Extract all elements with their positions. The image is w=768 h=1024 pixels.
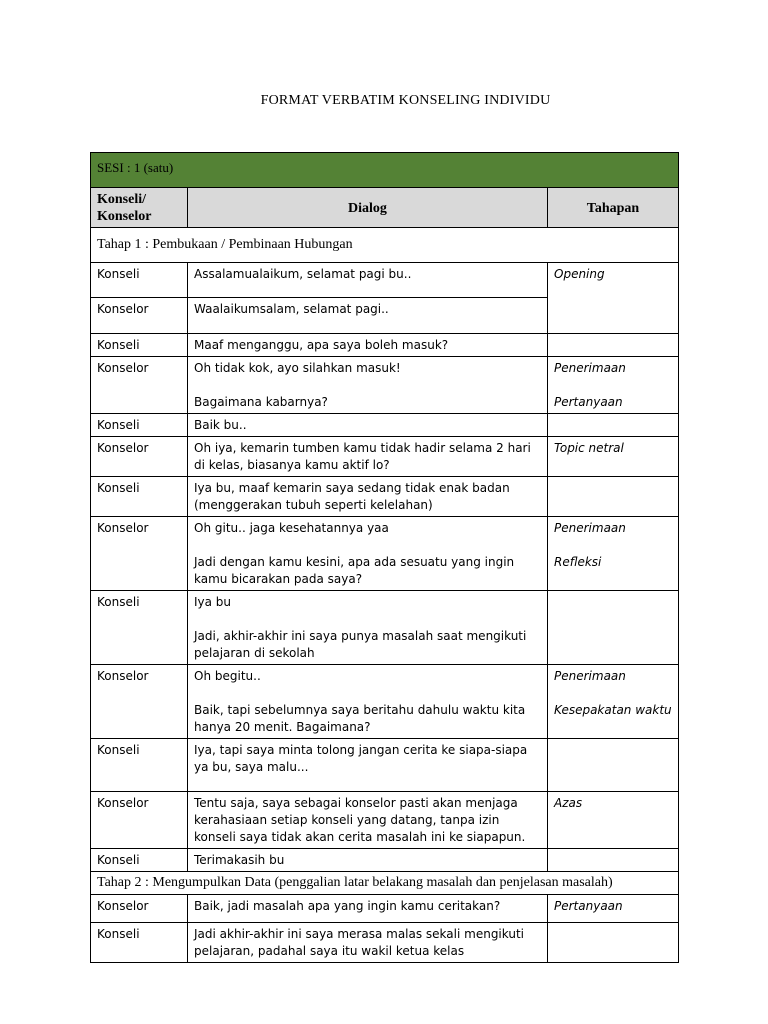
dialog-cell: [188, 517, 548, 591]
dialog-line: Iya bu, maaf kemarin saya sedang tidak enak badan (menggerakan tubuh seperti kelelahan): [194, 481, 510, 512]
phase-cell: Topic netral: [548, 437, 679, 477]
dialog-line: Waalaikumsalam, selamat pagi..: [194, 302, 389, 316]
phase-line: Refleksi: [554, 555, 602, 569]
speaker-cell: Konselor: [91, 298, 188, 334]
dialog-cell: [188, 591, 548, 665]
dialog-line: Jadi, akhir-akhir ini saya punya masalah saat mengikuti pelajaran di sekolah: [194, 629, 527, 660]
document-title: FORMAT VERBATIM KONSELING INDIVIDU: [260, 93, 551, 108]
speaker-cell: Konseli: [91, 414, 188, 437]
phase-line: Kesepakatan waktu: [554, 703, 672, 717]
speaker-cell: Konseli: [91, 849, 188, 872]
dialog-cell: [188, 437, 548, 477]
header-dialog: Dialog: [188, 188, 548, 228]
header-row: [91, 188, 679, 228]
session-label: SESI : 1 (satu): [91, 153, 679, 188]
dialog-line: Maaf menganggu, apa saya boleh masuk?: [194, 338, 449, 352]
table-row: [91, 334, 679, 357]
phase-line: Penerimaan: [554, 361, 626, 375]
phase-cell: [548, 923, 679, 963]
phase-cell: [548, 849, 679, 872]
dialog-line: Baik, jadi masalah apa yang ingin kamu ceritakan?: [194, 899, 501, 913]
table-row: [91, 849, 679, 872]
dialog-cell: [188, 849, 548, 872]
dialog-line: Oh tidak kok, ayo silahkan masuk!: [194, 361, 401, 375]
table-row: [91, 591, 679, 665]
dialog-line: Iya bu: [194, 595, 232, 609]
stage-row: [91, 872, 679, 895]
dialog-cell: [188, 477, 548, 517]
table-row: [91, 263, 679, 298]
speaker-cell: Konseli: [91, 334, 188, 357]
phase-cell: [548, 477, 679, 517]
dialog-cell: [188, 298, 548, 334]
stage-row: [91, 228, 679, 263]
table-row: [91, 792, 679, 849]
dialog-line: Bagaimana kabarnya?: [194, 395, 328, 409]
table-row: [91, 437, 679, 477]
phase-cell: Opening: [548, 263, 679, 334]
phase-cell: [548, 591, 679, 665]
dialog-cell: [188, 665, 548, 739]
phase-cell: [548, 334, 679, 357]
phase-cell: [548, 414, 679, 437]
speaker-cell: Konselor: [91, 517, 188, 591]
phase-cell: [548, 357, 679, 414]
dialog-line: Jadi dengan kamu kesini, apa ada sesuatu yang ingin kamu bicarakan pada saya?: [194, 555, 515, 586]
dialog-cell: [188, 739, 548, 792]
header-speaker: [91, 188, 188, 228]
speaker-cell: Konselor: [91, 895, 188, 923]
phase-cell: Azas: [548, 792, 679, 849]
dialog-cell: [188, 895, 548, 923]
stage2-label: Tahap 2 : Mengumpulkan Data (penggalian latar belakang masalah dan penjelasan masalah): [91, 872, 679, 895]
dialog-line: Oh gitu.. jaga kesehatannya yaa: [194, 521, 389, 535]
session-row: [91, 153, 679, 188]
speaker-cell: Konseli: [91, 739, 188, 792]
table-row: [91, 923, 679, 963]
header-speaker-line1: Konseli/: [97, 192, 147, 207]
phase-cell: [548, 665, 679, 739]
dialog-cell: [188, 414, 548, 437]
table-row: [91, 895, 679, 923]
stage1-label: Tahap 1 : Pembukaan / Pembinaan Hubungan: [91, 228, 679, 263]
dialog-line: Jadi akhir-akhir ini saya merasa malas sekali mengikuti pelajaran, padahal saya itu wakil ketua kelas: [194, 927, 524, 958]
speaker-cell: Konseli: [91, 263, 188, 298]
dialog-line: Terimakasih bu: [194, 853, 285, 867]
header-phase: Tahapan: [548, 188, 679, 228]
phase-cell: [548, 517, 679, 591]
dialog-cell: [188, 923, 548, 963]
speaker-cell: Konseli: [91, 477, 188, 517]
dialog-line: Oh begitu..: [194, 669, 261, 683]
table-row: [91, 357, 679, 414]
dialog-line: Baik, tapi sebelumnya saya beritahu dahulu waktu kita hanya 20 menit. Bagaimana?: [194, 703, 526, 734]
dialog-line: Baik bu..: [194, 418, 247, 432]
phase-cell: Pertanyaan: [548, 895, 679, 923]
table-row: [91, 414, 679, 437]
table-row: [91, 517, 679, 591]
dialog-line: Oh iya, kemarin tumben kamu tidak hadir selama 2 hari di kelas, biasanya kamu aktif lo?: [194, 441, 531, 472]
table-row: [91, 739, 679, 792]
dialog-cell: [188, 792, 548, 849]
phase-line: Penerimaan: [554, 521, 626, 535]
phase-line: Penerimaan: [554, 669, 626, 683]
speaker-cell: Konseli: [91, 591, 188, 665]
table-row: [91, 665, 679, 739]
dialog-cell: [188, 357, 548, 414]
dialog-cell: [188, 263, 548, 298]
phase-cell: [548, 739, 679, 792]
phase-line: Pertanyaan: [554, 395, 623, 409]
verbatim-table: [90, 152, 679, 963]
speaker-cell: Konseli: [91, 923, 188, 963]
dialog-line: Iya, tapi saya minta tolong jangan cerita ke siapa-siapa ya bu, saya malu...: [194, 743, 528, 774]
dialog-line: Assalamualaikum, selamat pagi bu..: [194, 267, 412, 281]
dialog-line: Tentu saja, saya sebagai konselor pasti akan menjaga kerahasiaan setiap konseli yang datang, tanpa izin konseli saya tidak akan cerita masalah ini ke siapapun.: [194, 796, 526, 844]
speaker-cell: Konselor: [91, 357, 188, 414]
dialog-cell: [188, 334, 548, 357]
speaker-cell: Konselor: [91, 437, 188, 477]
header-speaker-line2: Konselor: [97, 209, 152, 224]
speaker-cell: Konselor: [91, 792, 188, 849]
speaker-cell: Konselor: [91, 665, 188, 739]
table-row: [91, 477, 679, 517]
